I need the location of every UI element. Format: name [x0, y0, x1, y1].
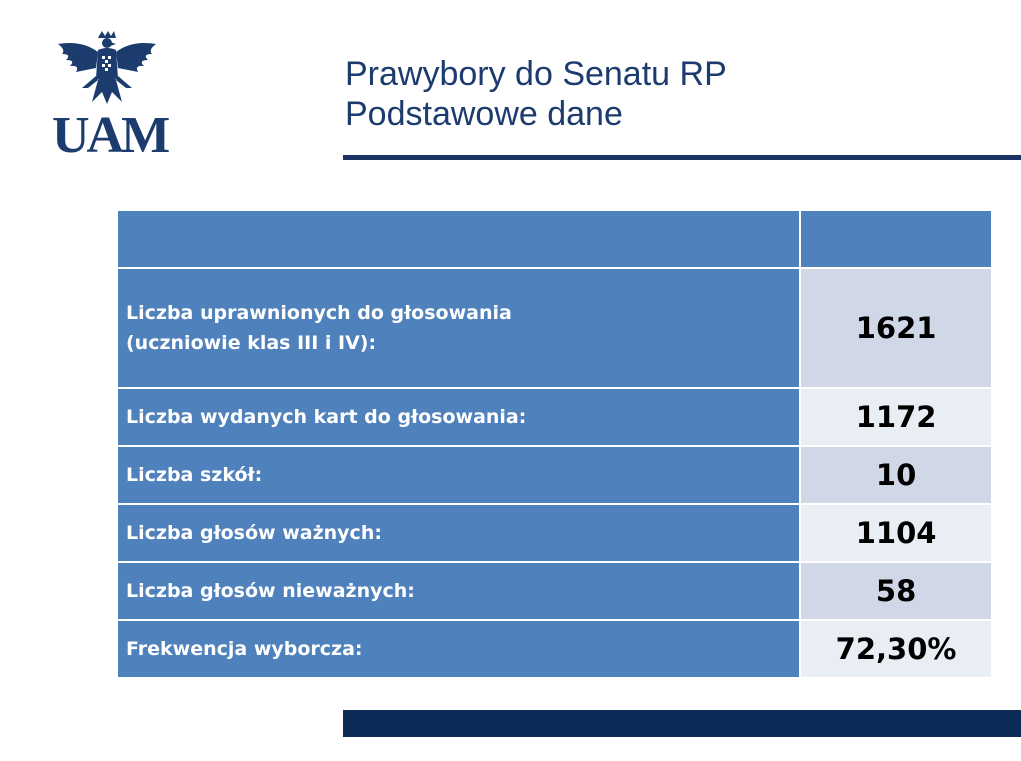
table-row [117, 268, 992, 388]
table-row [117, 388, 992, 446]
row-value: 58 [800, 562, 992, 620]
data-table [116, 209, 993, 679]
title-line-2: Podstawowe dane [345, 95, 623, 133]
footer-bar [343, 710, 1021, 737]
eagle-icon [52, 30, 162, 110]
row-label [117, 268, 800, 388]
header-label-cell [117, 210, 800, 268]
table-row [117, 446, 992, 504]
header-value-cell [800, 210, 992, 268]
row-value: 1172 [800, 388, 992, 446]
row-label-line-1: Liczba uprawnionych do głosowania [126, 302, 512, 324]
row-value: 72,30% [800, 620, 992, 678]
title-underline [343, 155, 1021, 160]
row-label: Liczba głosów nieważnych: [117, 562, 800, 620]
row-label: Liczba głosów ważnych: [117, 504, 800, 562]
row-label: Frekwencja wyborcza: [117, 620, 800, 678]
row-label-line-2: (uczniowie klas III i IV): [126, 332, 377, 354]
uam-logo [52, 30, 168, 165]
row-value: 1104 [800, 504, 992, 562]
row-label: Liczba szkół: [117, 446, 800, 504]
table-row [117, 562, 992, 620]
row-value: 10 [800, 446, 992, 504]
row-value: 1621 [800, 268, 992, 388]
table-row [117, 620, 992, 678]
table-header-row [117, 210, 992, 268]
table-row [117, 504, 992, 562]
logo-wordmark: UAM [52, 107, 168, 164]
title-line-1: Prawybory do Senatu RP [345, 55, 727, 93]
page-title [345, 54, 727, 134]
row-label: Liczba wydanych kart do głosowania: [117, 388, 800, 446]
